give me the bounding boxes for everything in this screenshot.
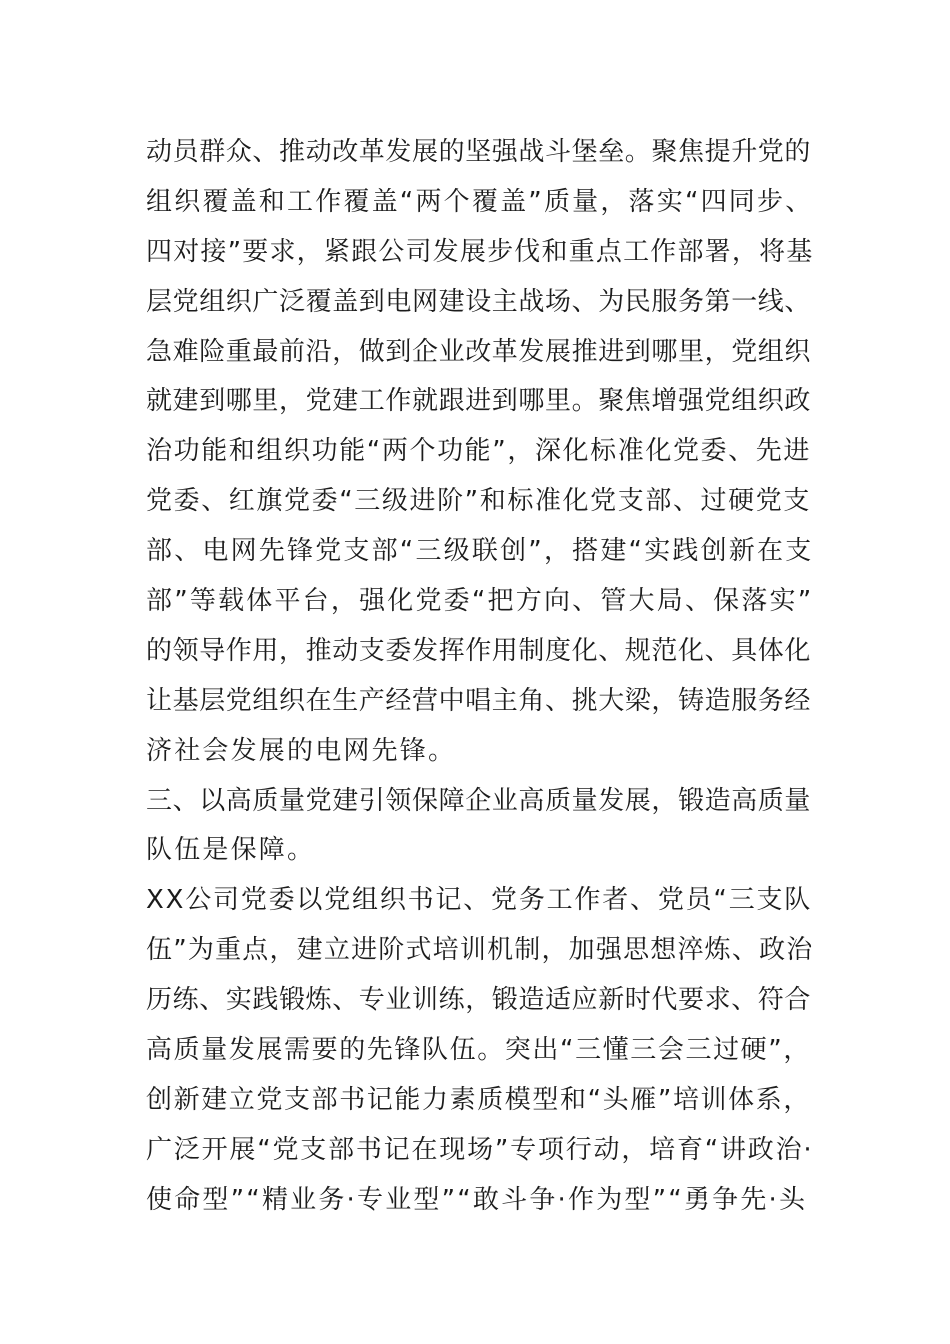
paragraph-line: 使命型”“精业务·专业型”“敢斗争·作为型”“勇争先·头 (146, 1184, 808, 1215)
section-heading-line: 队伍是保障。 (146, 835, 316, 866)
paragraph-line: 创新建立党支部书记能力素质模型和“头雁”培训体系， (146, 1084, 811, 1115)
paragraph-line: 历练、实践锻炼、专业训练，锻造适应新时代要求、符合 (146, 985, 812, 1016)
paragraph-line: 四对接”要求，紧跟公司发展步伐和重点工作部署，将基 (146, 236, 814, 267)
paragraph-line: 就建到哪里，党建工作就跟进到哪里。聚焦增强党组织政 (146, 386, 812, 417)
paragraph-line: 济社会发展的电网先锋。 (146, 735, 457, 766)
paragraph-line: 伍”为重点，建立进阶式培训机制，加强思想淬炼、政治 (146, 935, 814, 966)
paragraph-line: 层党组织广泛覆盖到电网建设主战场、为民服务第一线、 (146, 286, 812, 317)
paragraph-line: 让基层党组织在生产经营中唱主角、挑大梁，铸造服务经 (146, 685, 812, 716)
paragraph-line: 党委、红旗党委“三级进阶”和标准化党支部、过硬党支 (146, 486, 811, 517)
section-heading-line: 三、以高质量党建引领保障企业高质量发展，锻造高质量 (146, 785, 812, 816)
paragraph-line: 部、电网先锋党支部“三级联创”，搭建“实践创新在支 (146, 536, 814, 567)
body-text (146, 131, 814, 1229)
paragraph-line: 动员群众、推动改革发展的坚强战斗堡垒。聚焦提升党的 (146, 137, 812, 167)
paragraph-line: 治功能和组织功能“两个功能”，深化标准化党委、先进 (146, 436, 811, 467)
paragraph-line: 广泛开展“党支部书记在现场”专项行动，培育“讲政治· (146, 1134, 814, 1165)
paragraph-line: 高质量发展需要的先锋队伍。突出“三懂三会三过硬”， (146, 1035, 811, 1066)
paragraph-line: 的领导作用，推动支委发挥作用制度化、规范化、具体化 (146, 635, 812, 666)
paragraph-line: 急难险重最前沿，做到企业改革发展推进到哪里，党组织 (146, 336, 812, 367)
paragraph-line: 组织覆盖和工作覆盖“两个覆盖”质量，落实“四同步、 (146, 186, 814, 217)
paragraph-line: XX公司党委以党组织书记、党务工作者、党员“三支队 (146, 885, 813, 916)
paragraph-line: 部”等载体平台，强化党委“把方向、管大局、保落实” (146, 586, 814, 617)
